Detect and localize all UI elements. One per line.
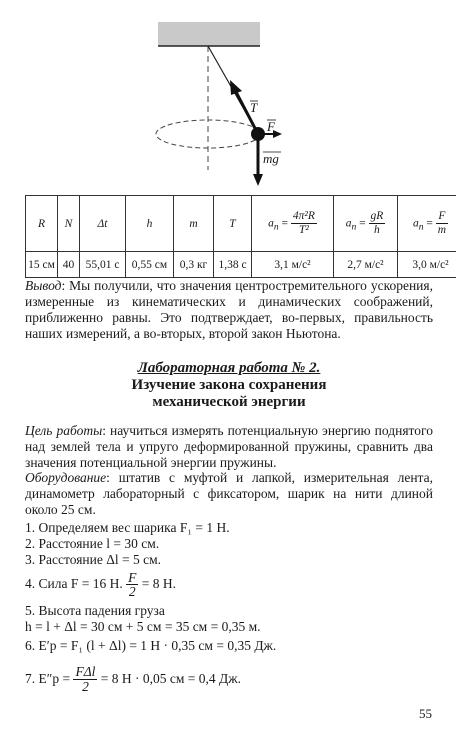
force-label: F (267, 119, 275, 134)
page-number: 55 (419, 706, 432, 721)
ball (251, 127, 265, 141)
measurement-table (25, 195, 456, 278)
conical-pendulum-figure (0, 0, 456, 190)
equipment-paragraph (25, 470, 433, 518)
table-cell: 40 (58, 252, 80, 278)
lab-heading (25, 360, 433, 411)
step-7-text: 7. E″p = (25, 671, 71, 686)
header-formula-kinematic: $a_n$ = $\frac{\text{4π²R}}{\text{T²}}$ (252, 196, 334, 252)
conclusion-paragraph (25, 278, 433, 342)
table-cell: 2,7 м/с² (334, 252, 398, 278)
step-7-result: = 8 Н · 0,05 см = 0,4 Дж. (100, 671, 241, 686)
step-3: 3. Расстояние Δl = 5 см. (25, 552, 162, 567)
step-2: 2. Расстояние l = 30 см. (25, 536, 160, 551)
table-cell: 1,38 с (214, 252, 252, 278)
step-5-formula: h = l + Δl = 30 см + 5 см = 35 см = 0,35 м. (25, 619, 261, 634)
step-4-result: = 8 Н. (141, 576, 176, 591)
header-formula-force: $a_n$ = $\frac{F}{m}$ (398, 196, 456, 252)
step-1: 1. Определяем вес шарика F₁ = 1 Н. (25, 520, 230, 535)
step-7-fraction: $\frac{\text{FΔl}}{2}$ (75, 664, 96, 695)
orbit-ellipse (156, 120, 260, 148)
lab-title: Лабораторная работа № 2. (137, 360, 321, 376)
header-h: h (126, 196, 174, 252)
tension-label: T (250, 100, 258, 115)
table-row (26, 252, 456, 278)
table-cell: 0,3 кг (174, 252, 214, 278)
tension-arrowhead (230, 80, 242, 95)
gravity-arrowhead (253, 174, 263, 186)
lab-subtitle-line1: Изучение закона сохранения (131, 377, 327, 393)
table-cell: 0,55 см (126, 252, 174, 278)
gravity-label: mg (263, 151, 279, 166)
table-cell: 3,1 м/с² (252, 252, 334, 278)
equipment-text: : штатив с муфтой и лапкой, измерительная лента, динамометр лабораторный с фиксатором, шарик на нити длиной около 25 см. (25, 470, 433, 517)
step-4-text: 4. Сила F = 16 Н. (25, 576, 123, 591)
step-6: 6. E′p = F₁ (l + Δl) = 1 Н · 0,35 см = 0,35 Дж. (25, 638, 277, 653)
table-header-row (26, 196, 456, 252)
ceiling-support (158, 22, 260, 46)
step-5: 5. Высота падения груза (25, 603, 165, 618)
step-4-fraction: $\frac{F}{2}$ (128, 570, 137, 600)
header-N: N (58, 196, 80, 252)
header-T: T (214, 196, 252, 252)
goal-label: Цель работы (25, 423, 103, 438)
step-4 (25, 570, 433, 598)
goal-text: : научиться измерять потенциальную энергию поднятого над землей тела и упруго деформированной пружины, сравнить два значения потенциальной энергии пружины. (25, 423, 433, 470)
equipment-label: Оборудование (25, 470, 107, 485)
header-formula-dynamic: $a_n$ = $\frac{gR}{h}$ (334, 196, 398, 252)
conclusion-label: Вывод (25, 278, 62, 293)
header-R: R (26, 196, 58, 252)
table-cell: 55,01 с (80, 252, 126, 278)
lab-subtitle-line2: механической энергии (152, 394, 306, 410)
header-delta-t: Δt (80, 196, 126, 252)
conclusion-text: : Мы получили, что значения центростремительного ускорения, измеренные из кинематических и динамических соображений, приближенно равны. Это подтверждает, во-первых, правильность наших измерений, а во-вторых, второй закон Ньютона. (25, 278, 433, 341)
header-m: m (174, 196, 214, 252)
table-cell: 3,0 м/с² (398, 252, 456, 278)
table-cell: 15 см (26, 252, 58, 278)
step-7 (25, 664, 433, 694)
goal-paragraph (25, 423, 433, 471)
